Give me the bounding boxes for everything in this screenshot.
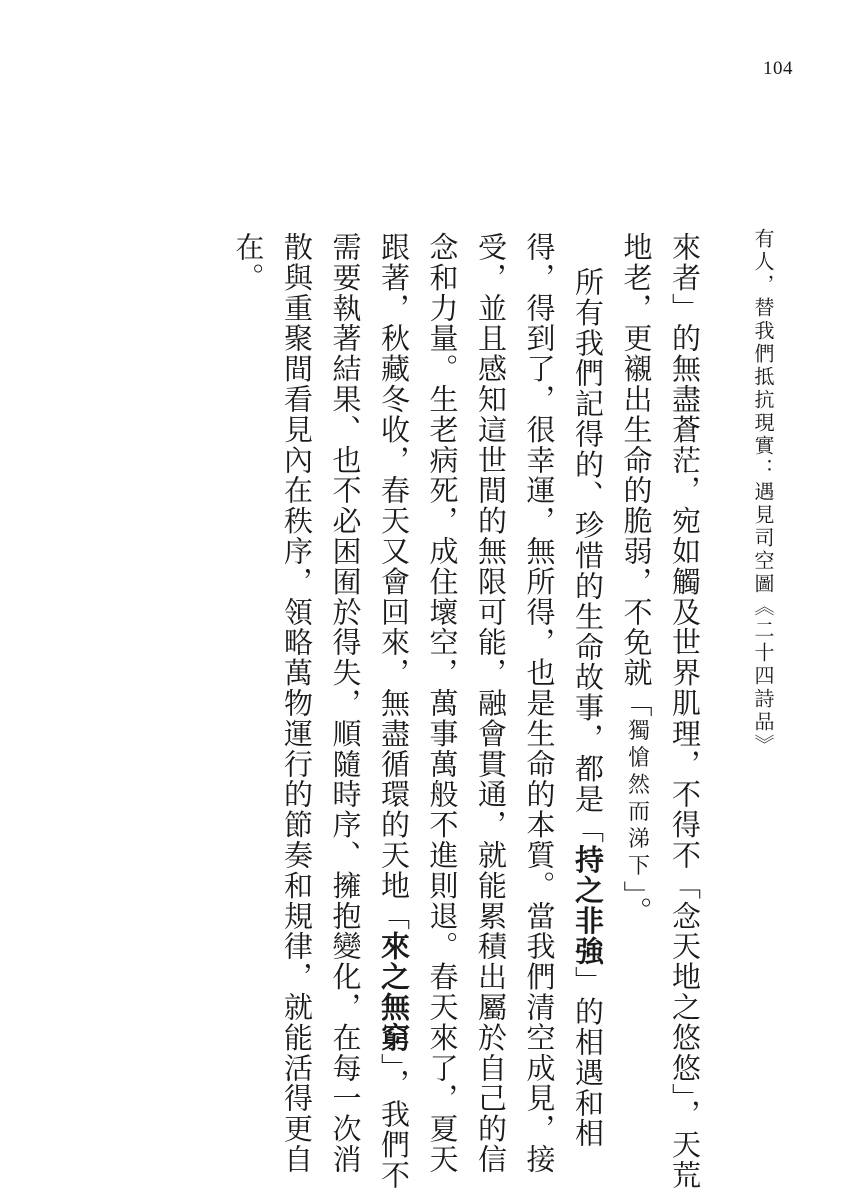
paragraph-2-text-c: 」，我們不需要執著結果、也不必困囿於得失，順隨時序、擁抱變化，在每一次消散與重聚間看見內在秩序，領略萬物運行的節奏和規律，就能活得更自在。	[231, 232, 411, 1191]
running-head: 有人，替我們抵抗現實：遇見司空圖《二十四詩品》	[751, 228, 775, 757]
paragraph-2-emphasis-a: 持之非強	[571, 844, 605, 967]
paragraph-1	[612, 232, 709, 1200]
paragraph-1-text-a: 來者」的無盡蒼茫，宛如觸及世界肌理，不得不「念天地之悠悠」，天荒地老，更襯出生命的脆弱，不免就「	[619, 232, 702, 1191]
paragraph-1-quote: 獨愴然而涕下	[624, 718, 650, 881]
paragraph-2-text-a: 所有我們記得的、珍惜的生命故事，都是「	[571, 266, 605, 845]
paragraph-2-emphasis-b: 來之無窮	[377, 931, 411, 1053]
page-number: 104	[763, 58, 793, 79]
paragraph-2-text-b: 」的相遇和相得，得到了，很幸運，無所得，也是生命的本質。當我們清空成見，接受，並且感知這世間的無限可能，融會貫通，就能累積出屬於自己的信念和力量。生老病死，成住壞空，萬事萬般不進則退。春天來了，夏天跟著，秋藏冬收，春天又會回來，無盡循環的天地「	[377, 232, 605, 1175]
body-text	[224, 232, 709, 1200]
paragraph-1-text-b: 」。	[619, 880, 654, 927]
paragraph-2	[224, 232, 612, 1200]
